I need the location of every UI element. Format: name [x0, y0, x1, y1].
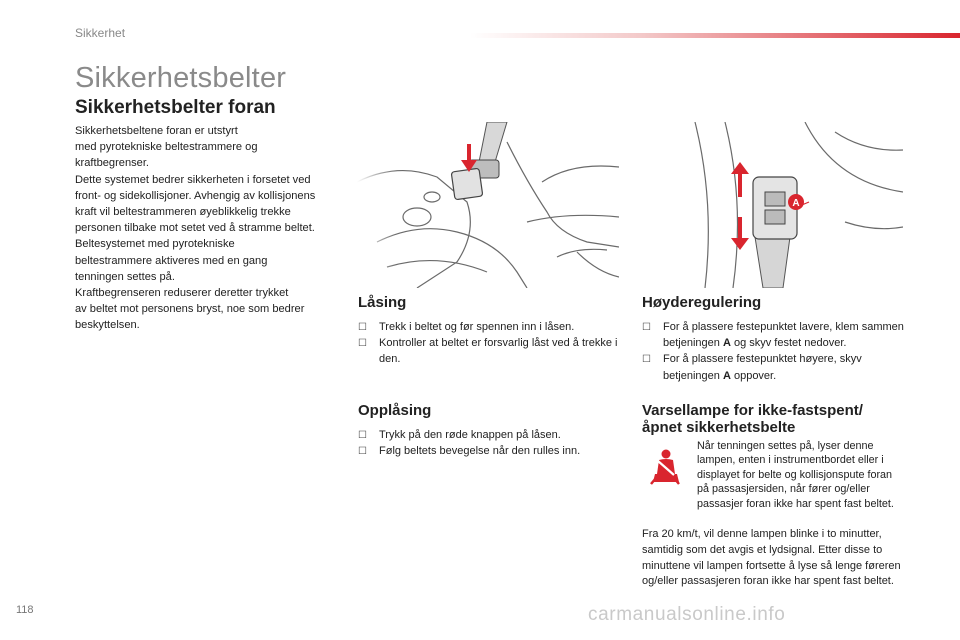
locking-heading: Låsing	[358, 294, 407, 311]
intro-text	[75, 123, 340, 334]
warning-text-2: Fra 20 km/t, vil denne lampen blinke i to minutter, samtidig som det avgis et lydsignal. Etter disse to minuttene vil lampen fortsette å lyse så lenge føreren og/eller passasjeren foran ikke har spent fast beltet.	[642, 528, 901, 588]
checkbox-icon: ☐	[358, 322, 367, 333]
intro-line: Dette systemet bedrer sikkerheten i forsetet ved	[75, 173, 311, 186]
unlocking-section	[358, 402, 618, 459]
intro-line: personen tilbake mot setet ved å stramme beltet.	[75, 222, 315, 235]
height-section	[642, 294, 904, 384]
height-adjuster-drawing-icon	[685, 122, 903, 288]
intro-line: av beltet mot personens bryst, noe som bedrer	[75, 303, 305, 316]
warning-heading: Varsellampe for ikke-fastspent/ åpnet sikkerhetsbelte	[642, 402, 863, 436]
intro-line: kraftbegrenser.	[75, 157, 149, 170]
intro-line: Sikkerhetsbeltene foran er utstyrt	[75, 125, 238, 137]
warning-text: Når tenningen settes på, lyser denne lampen, enten i instrumentbordet eller i displayet for belte og kollisjonspute foran på passasjersiden, når fører og/eller passasjer foran ikke har spent fast beltet.	[697, 440, 894, 510]
locking-section	[358, 294, 618, 368]
height-adjuster-illustration	[685, 122, 903, 288]
page-number: 118	[16, 604, 34, 616]
checkbox-icon: ☐	[358, 338, 367, 350]
callout-a-label: A	[792, 198, 800, 209]
intro-line: tenningen settes på.	[75, 270, 175, 283]
buckle-drawing-icon	[357, 122, 619, 288]
seatbelt-warning-icon	[646, 448, 684, 486]
list-item: ☐ Trykk på den røde knappen på låsen.	[358, 427, 618, 443]
list-item: ☐ For å plassere festepunktet lavere, klem sammen betjeningen A og skyv festet nedover.	[642, 321, 904, 350]
intro-line: med pyrotekniske beltestrammere og	[75, 141, 258, 154]
intro-line: beltestrammere aktiveres med en gang	[75, 254, 268, 267]
unlocking-list	[358, 427, 618, 459]
height-heading: Høyderegulering	[642, 294, 762, 311]
section-subtitle: Sikkerhetsbelter foran	[75, 97, 276, 118]
buckle-illustration	[357, 122, 619, 288]
checkbox-icon: ☐	[358, 446, 367, 458]
intro-line: beskyttelsen.	[75, 319, 140, 332]
page-title: Sikkerhetsbelter	[75, 62, 287, 94]
intro-line: Beltesystemet med pyrotekniske	[75, 238, 235, 251]
intro-line: front- og sidekollisjoner. Avhengig av kollisjonens	[75, 189, 316, 202]
locking-list	[358, 319, 618, 368]
height-list	[642, 319, 904, 384]
checkbox-icon: ☐	[642, 354, 651, 366]
checkbox-icon: ☐	[358, 430, 367, 441]
watermark: carmanualsonline.info	[588, 604, 786, 625]
list-item: ☐ For å plassere festepunktet høyere, skyv betjeningen A oppover.	[642, 353, 862, 382]
unlocking-heading: Opplåsing	[358, 402, 432, 419]
section-label: Sikkerhet	[75, 26, 126, 40]
header-accent-bar	[470, 33, 960, 38]
checkbox-icon: ☐	[642, 322, 651, 333]
list-item: ☐ Følg beltets bevegelse når den rulles inn.	[358, 443, 618, 459]
list-item: ☐ Trekk i beltet og før spennen inn i låsen.	[358, 319, 618, 335]
intro-line: Kraftbegrenseren reduserer deretter trykket	[75, 287, 289, 300]
intro-line: kraft vil beltestrammeren øyeblikkelig trekke	[75, 206, 291, 219]
warning-section	[642, 402, 904, 436]
list-item: ☐ Kontroller at beltet er forsvarlig låst ved å trekke i den.	[358, 337, 618, 366]
